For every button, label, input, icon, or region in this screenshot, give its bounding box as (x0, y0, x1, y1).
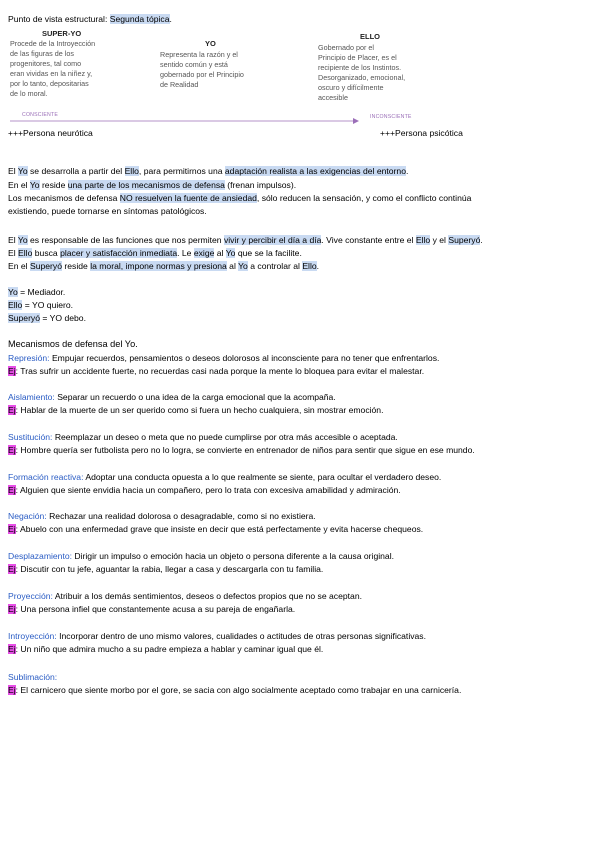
p2-line-2: El Ello busca placer y satisfacción inmediata. Le exige al Yo que se la facilite. (8, 248, 302, 258)
mechanism-example (8, 564, 323, 575)
p1-line-1: El Yo se desarrolla a partir del Ello, para permitirnos una adaptación realista a las exigencias del entorno. (8, 166, 409, 176)
mechanism-definition (8, 432, 398, 443)
p1-line-2: En el Yo reside una parte de los mecanismos de defensa (frenan impulsos). (8, 180, 297, 190)
mechanism-text: Adoptar una conducta opuesta a lo que realmente se siente, para ocultar el verdadero deseo. (83, 472, 442, 482)
p3-line-1: Yo = Mediador. (8, 287, 66, 297)
mechanism-term: Sublimación: (8, 672, 58, 682)
example-text: : Discutir con tu jefe, aguantar la rabia, llegar a casa y descargarla con tu familia. (15, 564, 324, 574)
yo-title: YO (205, 39, 216, 48)
neurotic-label: +++Persona neurótica (8, 128, 93, 138)
example-label: Ej (8, 485, 16, 495)
mechanism-example (8, 685, 461, 696)
mechanism-example (8, 485, 401, 496)
example-text: : Hablar de la muerte de un ser querido como si fuera un hecho cualquiera, sin mostrar emoción. (15, 405, 384, 415)
example-text: : Tras sufrir un accidente fuerte, no recuerdas casi nada porque la mente lo bloquea para evitar el malestar. (15, 366, 425, 376)
mechanism-example (8, 644, 323, 655)
mechanism-term: Negación: (8, 511, 47, 521)
mechanism-text: Atribuir a los demás sentimientos, deseos o defectos propios que no se aceptan. (52, 591, 362, 601)
psychotic-label: +++Persona psicótica (380, 128, 463, 138)
p2-line-1: El Yo es responsable de las funciones que nos permiten vivir y percibir el día a día. Vive constante entre el Ello y el Superyó. (8, 235, 483, 245)
mechanism-definition (8, 551, 394, 562)
mechanism-term: Sustitución: (8, 432, 53, 442)
example-label: Ej (8, 644, 16, 654)
mechanisms-title: Mecanismos de defensa del Yo. (8, 339, 138, 349)
mechanism-example (8, 524, 423, 535)
heading-title: Segunda tópica (109, 14, 170, 24)
example-text: : El carnicero que siente morbo por el gore, se sacia con algo socialmente aceptado como trabajar en una carnicería. (15, 685, 462, 695)
superyo-description: Procede de la Introyección de las figuras de los progenitores, tal como eran vividas en la niñez y, por lo tanto, depositarias de lo moral. (10, 39, 96, 98)
mechanism-example (8, 604, 295, 615)
mechanism-definition (8, 353, 439, 364)
mechanism-text: Incorporar dentro de uno mismo valores, cualidades o actitudes de otras personas significativas. (56, 631, 426, 641)
mechanism-term: Proyección: (8, 591, 53, 601)
mechanism-definition (8, 392, 336, 403)
ello-title: ELLO (360, 32, 380, 41)
mechanism-term: Aislamiento: (8, 392, 55, 402)
example-label: Ej (8, 366, 16, 376)
consciente-label: CONSCIENTE (22, 112, 59, 118)
p1-line-3: Los mecanismos de defensa NO resuelven la fuente de ansiedad, sólo reducen la sensación, y como el conflicto continúa (8, 193, 472, 203)
example-text: : Hombre quería ser futbolista pero no lo logra, se convierte en entrenador de niños para sentir que sigue en ese mundo. (15, 445, 475, 455)
mechanism-text: Separar un recuerdo o una idea de la carga emocional que la acompaña. (54, 392, 336, 402)
mechanism-definition (8, 472, 441, 483)
mechanism-text: Dirigir un impulso o emoción hacia un objeto o persona diferente a la causa original. (72, 551, 394, 561)
p3-line-3: Superyó = YO debo. (8, 313, 86, 323)
heading-separator: : (104, 14, 110, 24)
page-heading (8, 14, 172, 25)
mechanism-definition (8, 511, 316, 522)
mechanism-text: Reemplazar un deseo o meta que no puede cumplirse por otra más accesible o aceptada. (52, 432, 398, 442)
example-label: Ej (8, 604, 16, 614)
yo-description: Representa la razón y el sentido común y está gobernado por el Principio de Realidad (160, 50, 244, 89)
example-label: Ej (8, 524, 16, 534)
mechanism-example (8, 405, 383, 416)
mechanism-term: Desplazamiento: (8, 551, 73, 561)
mechanism-term: Represión: (8, 353, 50, 363)
mechanism-text: Empujar recuerdos, pensamientos o deseos dolorosos al inconsciente para no tener que enfrentarlos. (49, 353, 440, 363)
example-label: Ej (8, 445, 16, 455)
heading-prefix: Punto de vista estructural (8, 14, 105, 24)
consciousness-arrow (10, 118, 360, 126)
ello-description: Gobernado por el Principio de Placer, es el recipiente de los Instintos. Desorganizado, emocional, oscuro y difícilmente accesible (318, 43, 406, 102)
example-label: Ej (8, 564, 16, 574)
example-text: : Alguien que siente envidia hacia un compañero, pero lo trata con excesiva amabilidad y admiración. (15, 485, 401, 495)
mechanism-example (8, 445, 475, 456)
example-label: Ej (8, 685, 16, 695)
mechanism-definition (8, 631, 426, 642)
p3-line-2: Ello = YO quiero. (8, 300, 74, 310)
example-text: : Un niño que admira mucho a su padre empieza a hablar y caminar igual que él. (15, 644, 324, 654)
example-text: : Abuelo con una enfermedad grave que insiste en decir que está perfectamente y evita hacerse chequeos. (15, 524, 424, 534)
example-text: : Una persona infiel que constantemente acusa a su pareja de engañarla. (15, 604, 296, 614)
mechanism-term: Formación reactiva: (8, 472, 84, 482)
heading-end: . (169, 14, 172, 24)
inconsciente-label: INCONSCIENTE (370, 114, 412, 120)
mechanism-definition (8, 672, 57, 683)
p2-line-3: En el Superyó reside la moral, impone normas y presiona al Yo a controlar al Ello. (8, 261, 320, 271)
example-label: Ej (8, 405, 16, 415)
structural-diagram (0, 26, 600, 138)
superyo-title: SUPER-YO (42, 29, 82, 38)
mechanism-definition (8, 591, 362, 602)
p1-line-4: existiendo, puede tornarse en síntomas patológicos. (8, 206, 207, 216)
mechanism-example (8, 366, 424, 377)
mechanism-term: Introyección: (8, 631, 57, 641)
mechanism-text: Rechazar una realidad dolorosa o desagradable, como si no existiera. (46, 511, 316, 521)
